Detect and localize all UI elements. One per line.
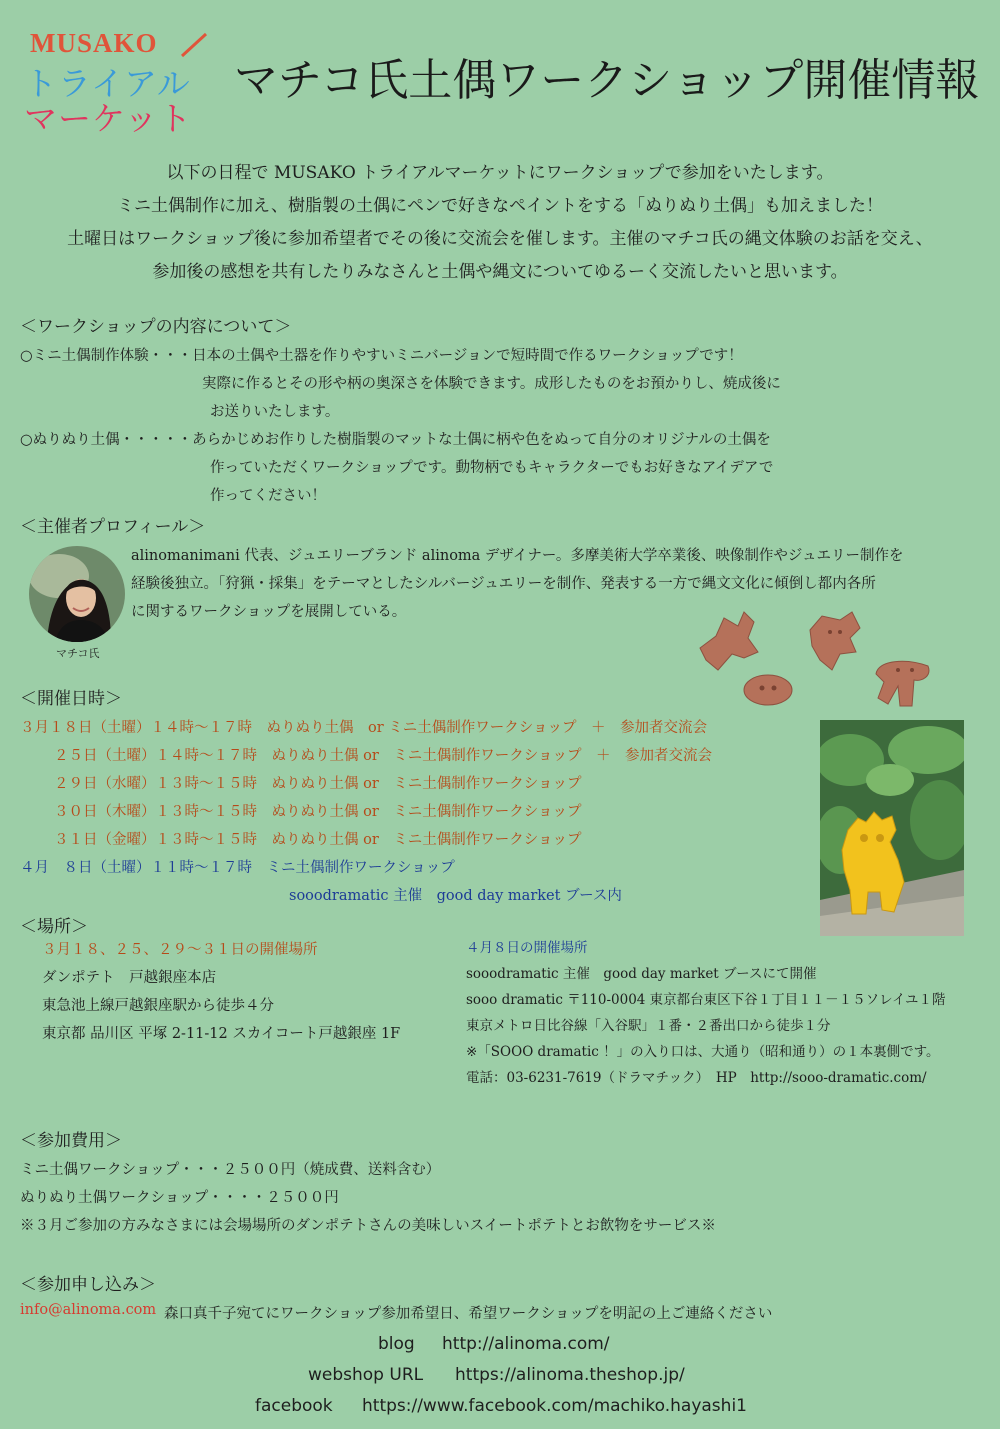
fee-line: ぬりぬり土偶ワークショップ・・・・２５００円 (20, 1190, 339, 1206)
content-item2-cont: 作ってください！ (210, 488, 326, 504)
venue-april-line: ※「SOOO dramatic ！」の入り口は、大通り（昭和通り）の１本裏側です。 (466, 1044, 940, 1060)
schedule-row: ２９日（水曜）１３時〜１５時 ぬりぬり土偶 or ミニ土偶制作ワークショップ (54, 776, 582, 792)
venue-april-line: sooo dramatic 〒110-0004 東京都台東区下谷１丁目１１－１５ソレイユ１階 (466, 992, 946, 1008)
schedule-row-april: ４月 ８日（土曜）１１時〜１７時 ミニ土偶制作ワークショップ (20, 860, 455, 876)
email-link[interactable]: info@alinoma.com (20, 1302, 157, 1318)
apply-text: 森口真千子宛てにワークショップ参加希望日、希望ワークショップを明記の上ご連絡ください (164, 1306, 773, 1322)
content-heading: ＜ワークショップの内容について＞ (20, 317, 292, 337)
profile-text: alinomanimani 代表、ジュエリーブランド alinoma デザイナー。多摩美術大学卒業後、映像制作やジュエリー制作を (131, 548, 904, 564)
venue-march-line: ダンポテト 戸越銀座本店 (42, 970, 217, 986)
apply-heading: ＜参加申し込み＞ (20, 1275, 156, 1295)
schedule-april-note: sooodramatic 主催 good day market ブース内 (289, 888, 622, 904)
blog-label: blog (378, 1334, 415, 1354)
yellow-dogu-photo (820, 720, 964, 936)
intro-line: 以下の日程で MUSAKO トライアルマーケットにワークショップで参加をいたします。 (166, 163, 834, 183)
intro-line: 土曜日はワークショップ後に参加希望者でその後に交流会を催します。主催のマチコ氏の縄文体験のお話を交え、 (67, 229, 933, 249)
facebook-link[interactable]: https://www.facebook.com/machiko.hayashi1 (362, 1396, 747, 1416)
facebook-label: facebook (255, 1396, 333, 1416)
schedule-row: ２５日（土曜）１４時〜１７時 ぬりぬり土偶 or ミニ土偶制作ワークショップ ＋ 参加者交流会 (54, 748, 712, 764)
logo-trial: トライアル (24, 64, 191, 103)
blog-link[interactable]: http://alinoma.com/ (442, 1334, 610, 1354)
avatar (29, 546, 125, 642)
intro-line: 参加後の感想を共有したりみなさんと土偶や縄文についてゆるーく交流したいと思います。 (152, 262, 848, 282)
venue-heading: ＜場所＞ (20, 917, 88, 937)
schedule-row: ３月１８日（土曜）１４時〜１７時 ぬりぬり土偶 or ミニ土偶制作ワークショップ ＋ 参加者交流会 (20, 720, 707, 736)
venue-april-contact: 電話：03-6231-7619（ドラマチック） HP http://sooo-dramatic.com/ (466, 1070, 927, 1086)
clay-dogu-figures-image (692, 608, 942, 714)
venue-march-label: ３月１８、２５、２９〜３１日の開催場所 (42, 942, 318, 958)
logo-market: マーケット (24, 99, 193, 138)
venue-march-line: 東急池上線戸越銀座駅から徒歩４分 (42, 998, 274, 1014)
venue-april-label: ４月８日の開催場所 (466, 940, 588, 956)
content-item1-cont: 実際に作るとその形や柄の奥深さを体験できます。成形したものをお預かりし、焼成後に (202, 376, 781, 392)
intro-line: ミニ土偶制作に加え、樹脂製の土偶にペンで好きなペイントをする「ぬりぬり土偶」も加えました！ (116, 196, 884, 216)
venue-april-line: sooodramatic 主催 good day market ブースにて開催 (466, 966, 817, 982)
page-title: マチコ氏土偶ワークショップ開催情報 (234, 55, 980, 106)
content-item1-cont: お送りいたします。 (210, 404, 340, 420)
content-item2-cont: 作っていただくワークショップです。動物柄でもキャラクターでもお好きなアイデアで (210, 460, 774, 476)
schedule-heading: ＜開催日時＞ (20, 689, 122, 709)
profile-text: 経験後独立。「狩猟・採集」をテーマとしたシルバージュエリーを制作、発表する一方で縄文文化に傾倒し都内各所 (131, 576, 876, 592)
venue-march-line: 東京都 品川区 平塚 2-11-12 スカイコート戸越銀座 1F (42, 1026, 401, 1042)
schedule-row: ３０日（木曜）１３時〜１５時 ぬりぬり土偶 or ミニ土偶制作ワークショップ (54, 804, 582, 820)
fee-heading: ＜参加費用＞ (20, 1131, 122, 1151)
logo-slash-mark (178, 30, 210, 60)
webshop-label: webshop URL (308, 1365, 424, 1385)
venue-april-line: 東京メトロ日比谷線「入谷駅」１番・２番出口から徒歩１分 (466, 1018, 831, 1034)
avatar-caption: マチコ氏 (56, 647, 100, 660)
profile-heading: ＜主催者プロフィール＞ (20, 517, 206, 537)
profile-text: に関するワークショップを展開している。 (131, 604, 407, 620)
content-item1: ○ミニ土偶制作体験・・・日本の土偶や土器を作りやすいミニバージョンで短時間で作るワークショップです！ (20, 348, 743, 364)
webshop-link[interactable]: https://alinoma.theshop.jp/ (455, 1365, 685, 1385)
schedule-row: ３１日（金曜）１３時〜１５時 ぬりぬり土偶 or ミニ土偶制作ワークショップ (54, 832, 582, 848)
fee-note: ※３月ご参加の方みなさまには会場場所のダンポテトさんの美味しいスイートポテトとお飲物をサービス※ (20, 1218, 716, 1234)
content-item2: ○ぬりぬり土偶・・・・・あらかじめお作りした樹脂製のマットな土偶に柄や色をぬって自分のオリジナルの土偶を (20, 432, 771, 448)
logo-musako: MUSAKO (30, 28, 158, 58)
fee-line: ミニ土偶ワークショップ・・・２５００円（焼成費、送料含む） (20, 1162, 441, 1178)
